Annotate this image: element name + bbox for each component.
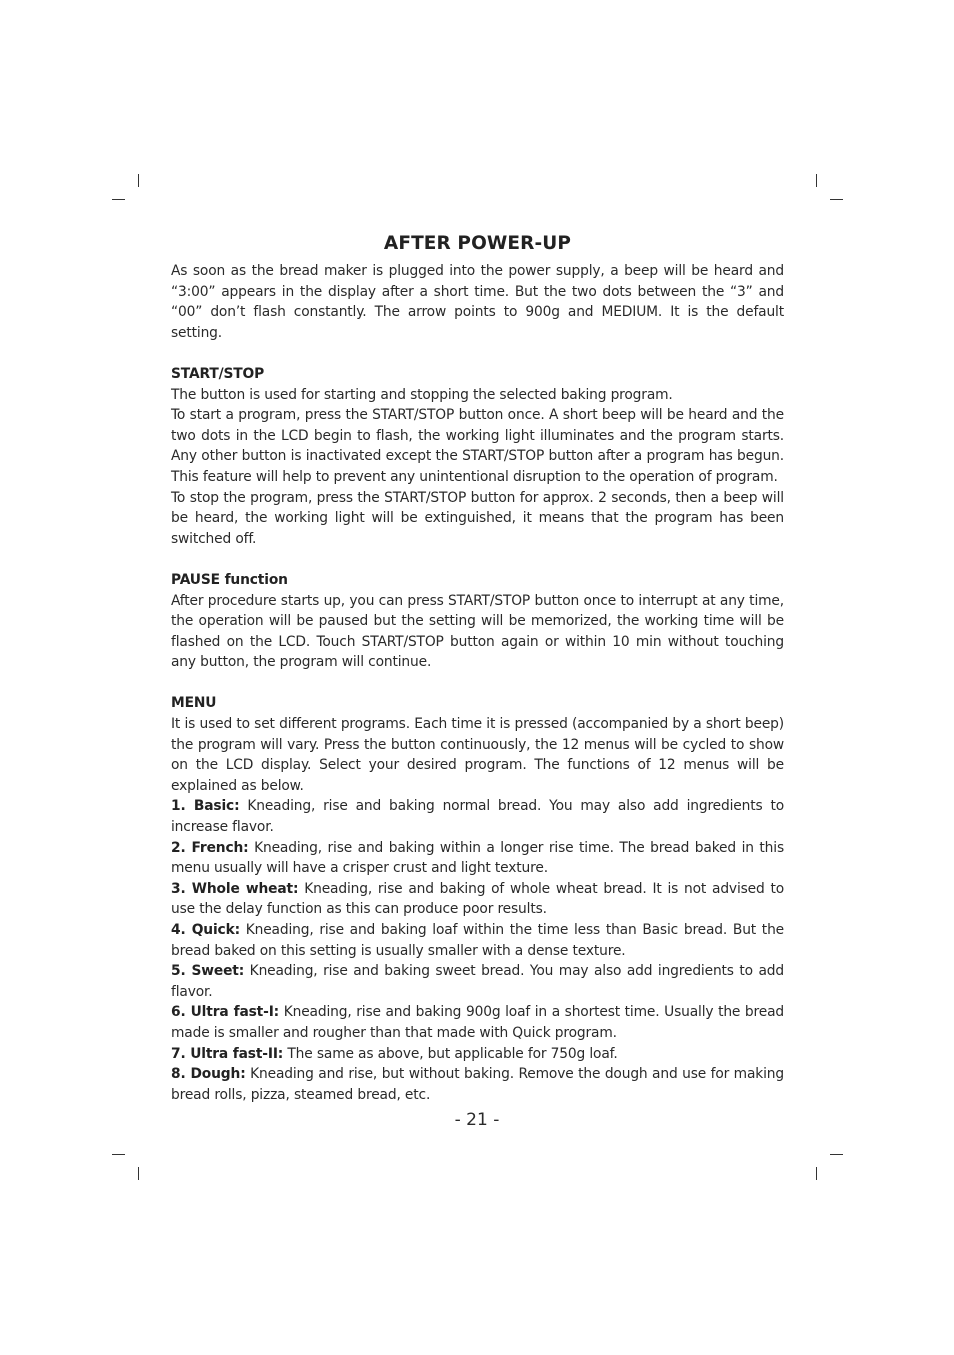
menu-item-label: 4. Quick: [171, 922, 240, 938]
menu-item-text: Kneading, rise and baking normal bread. You may also add ingredients to increase flavor. [171, 798, 784, 836]
menu-item-text: Kneading, rise and baking of whole wheat bread. It is not advised to use the delay function as this can produce poor results. [171, 880, 785, 918]
menu-item-text: The same as above, but applicable for 750g loaf. [283, 1045, 618, 1062]
menu-item-label: 5. Sweet: [171, 963, 245, 980]
start-stop-paragraph-1: The button is used for starting and stopping the selected baking program. [171, 386, 673, 403]
menu-item-quick [171, 920, 784, 961]
crop-mark-bottom-left-vertical [138, 1167, 139, 1180]
menu-item-dough [171, 1064, 784, 1105]
menu-item-text: Kneading and rise, but without baking. Remove the dough and use for making bread rolls, pizza, steamed bread, etc. [171, 1066, 785, 1103]
menu-item-whole-wheat [171, 879, 784, 920]
crop-mark-bottom-left-horizontal [112, 1154, 125, 1155]
menu-item-basic [171, 796, 784, 837]
start-stop-paragraph-2: To start a program, press the START/STOP button once. A short beep will be heard and the two dots in the LCD begin to flash, the working light illuminates and the program starts. Any other button is inactivated except the START/STOP button after a program has begun. This feature will help to prevent any unintentional disruption to the operation of program. [171, 407, 784, 485]
menu-item-label: 1. Basic: [171, 798, 240, 815]
start-stop-paragraph-3: To stop the program, press the START/STOP button for approx. 2 seconds, then a beep will be heard, the working light will be extinguished, it means that the program has been switched off. [171, 489, 784, 547]
crop-mark-bottom-right-vertical [816, 1167, 817, 1180]
menu-item-text: Kneading, rise and baking sweet bread. You may also add ingredients to add flavor. [171, 963, 785, 1000]
menu-item-label: 3. Whole wheat: [171, 880, 299, 897]
crop-mark-top-right-horizontal [830, 199, 843, 200]
menu-item-label: 2. French: [171, 839, 249, 856]
menu-item-text: Kneading, rise and baking loaf within the time less than Basic bread. But the bread baked on this setting is usually smaller with a dense texture. [171, 922, 785, 959]
crop-mark-top-right-vertical [816, 174, 817, 187]
section-heading-pause: PAUSE function [171, 571, 288, 588]
pause-paragraph: After procedure starts up, you can press START/STOP button once to interrupt at any time, the operation will be paused but the setting will be memorized, the working time will be flashed on the LCD. Touch START/STOP button again or within 10 min without touching any button, the program will continue. [171, 592, 784, 671]
crop-mark-top-left-horizontal [112, 199, 125, 200]
menu-item-text: Kneading, rise and baking 900g loaf in a shortest time. Usually the bread made is smaller and rougher than that made with Quick program. [171, 1004, 784, 1041]
menu-item-french [171, 838, 784, 879]
menu-item-label: 7. Ultra fast-II: [171, 1045, 284, 1062]
crop-mark-bottom-right-horizontal [830, 1154, 843, 1155]
menu-paragraph: It is used to set different programs. Each time it is pressed (accompanied by a short beep) the program will vary. Press the button continuously, the 12 menus will be cycled to show on the LCD display. Select your desired program. The functions of 12 menus will be explained as below. [171, 716, 784, 794]
menu-item-label: 6. Ultra fast-I: [171, 1004, 280, 1021]
menu-item-text: Kneading, rise and baking within a longer rise time. The bread baked in this menu usually will have a crisper crust and light texture. [171, 839, 784, 877]
intro-paragraph: As soon as the bread maker is plugged into the power supply, a beep will be heard and “3:00” appears in the display after a short time. But the two dots between the “3” and “00” don’t flash constantly. The arrow points to 900g and MEDIUM. It is the default setting. [171, 263, 784, 341]
menu-item-ultra-fast-1 [171, 1002, 784, 1043]
menu-item-ultra-fast-2 [171, 1044, 784, 1065]
section-heading-start-stop: START/STOP [171, 365, 265, 382]
page-content [171, 228, 784, 1105]
section-heading-menu: MENU [171, 695, 217, 712]
menu-item-sweet [171, 961, 784, 1002]
page-title: AFTER POWER-UP [383, 233, 572, 254]
crop-mark-top-left-vertical [138, 174, 139, 187]
menu-item-label: 8. Dough: [171, 1066, 246, 1083]
page-number: - 21 - [454, 1110, 500, 1130]
